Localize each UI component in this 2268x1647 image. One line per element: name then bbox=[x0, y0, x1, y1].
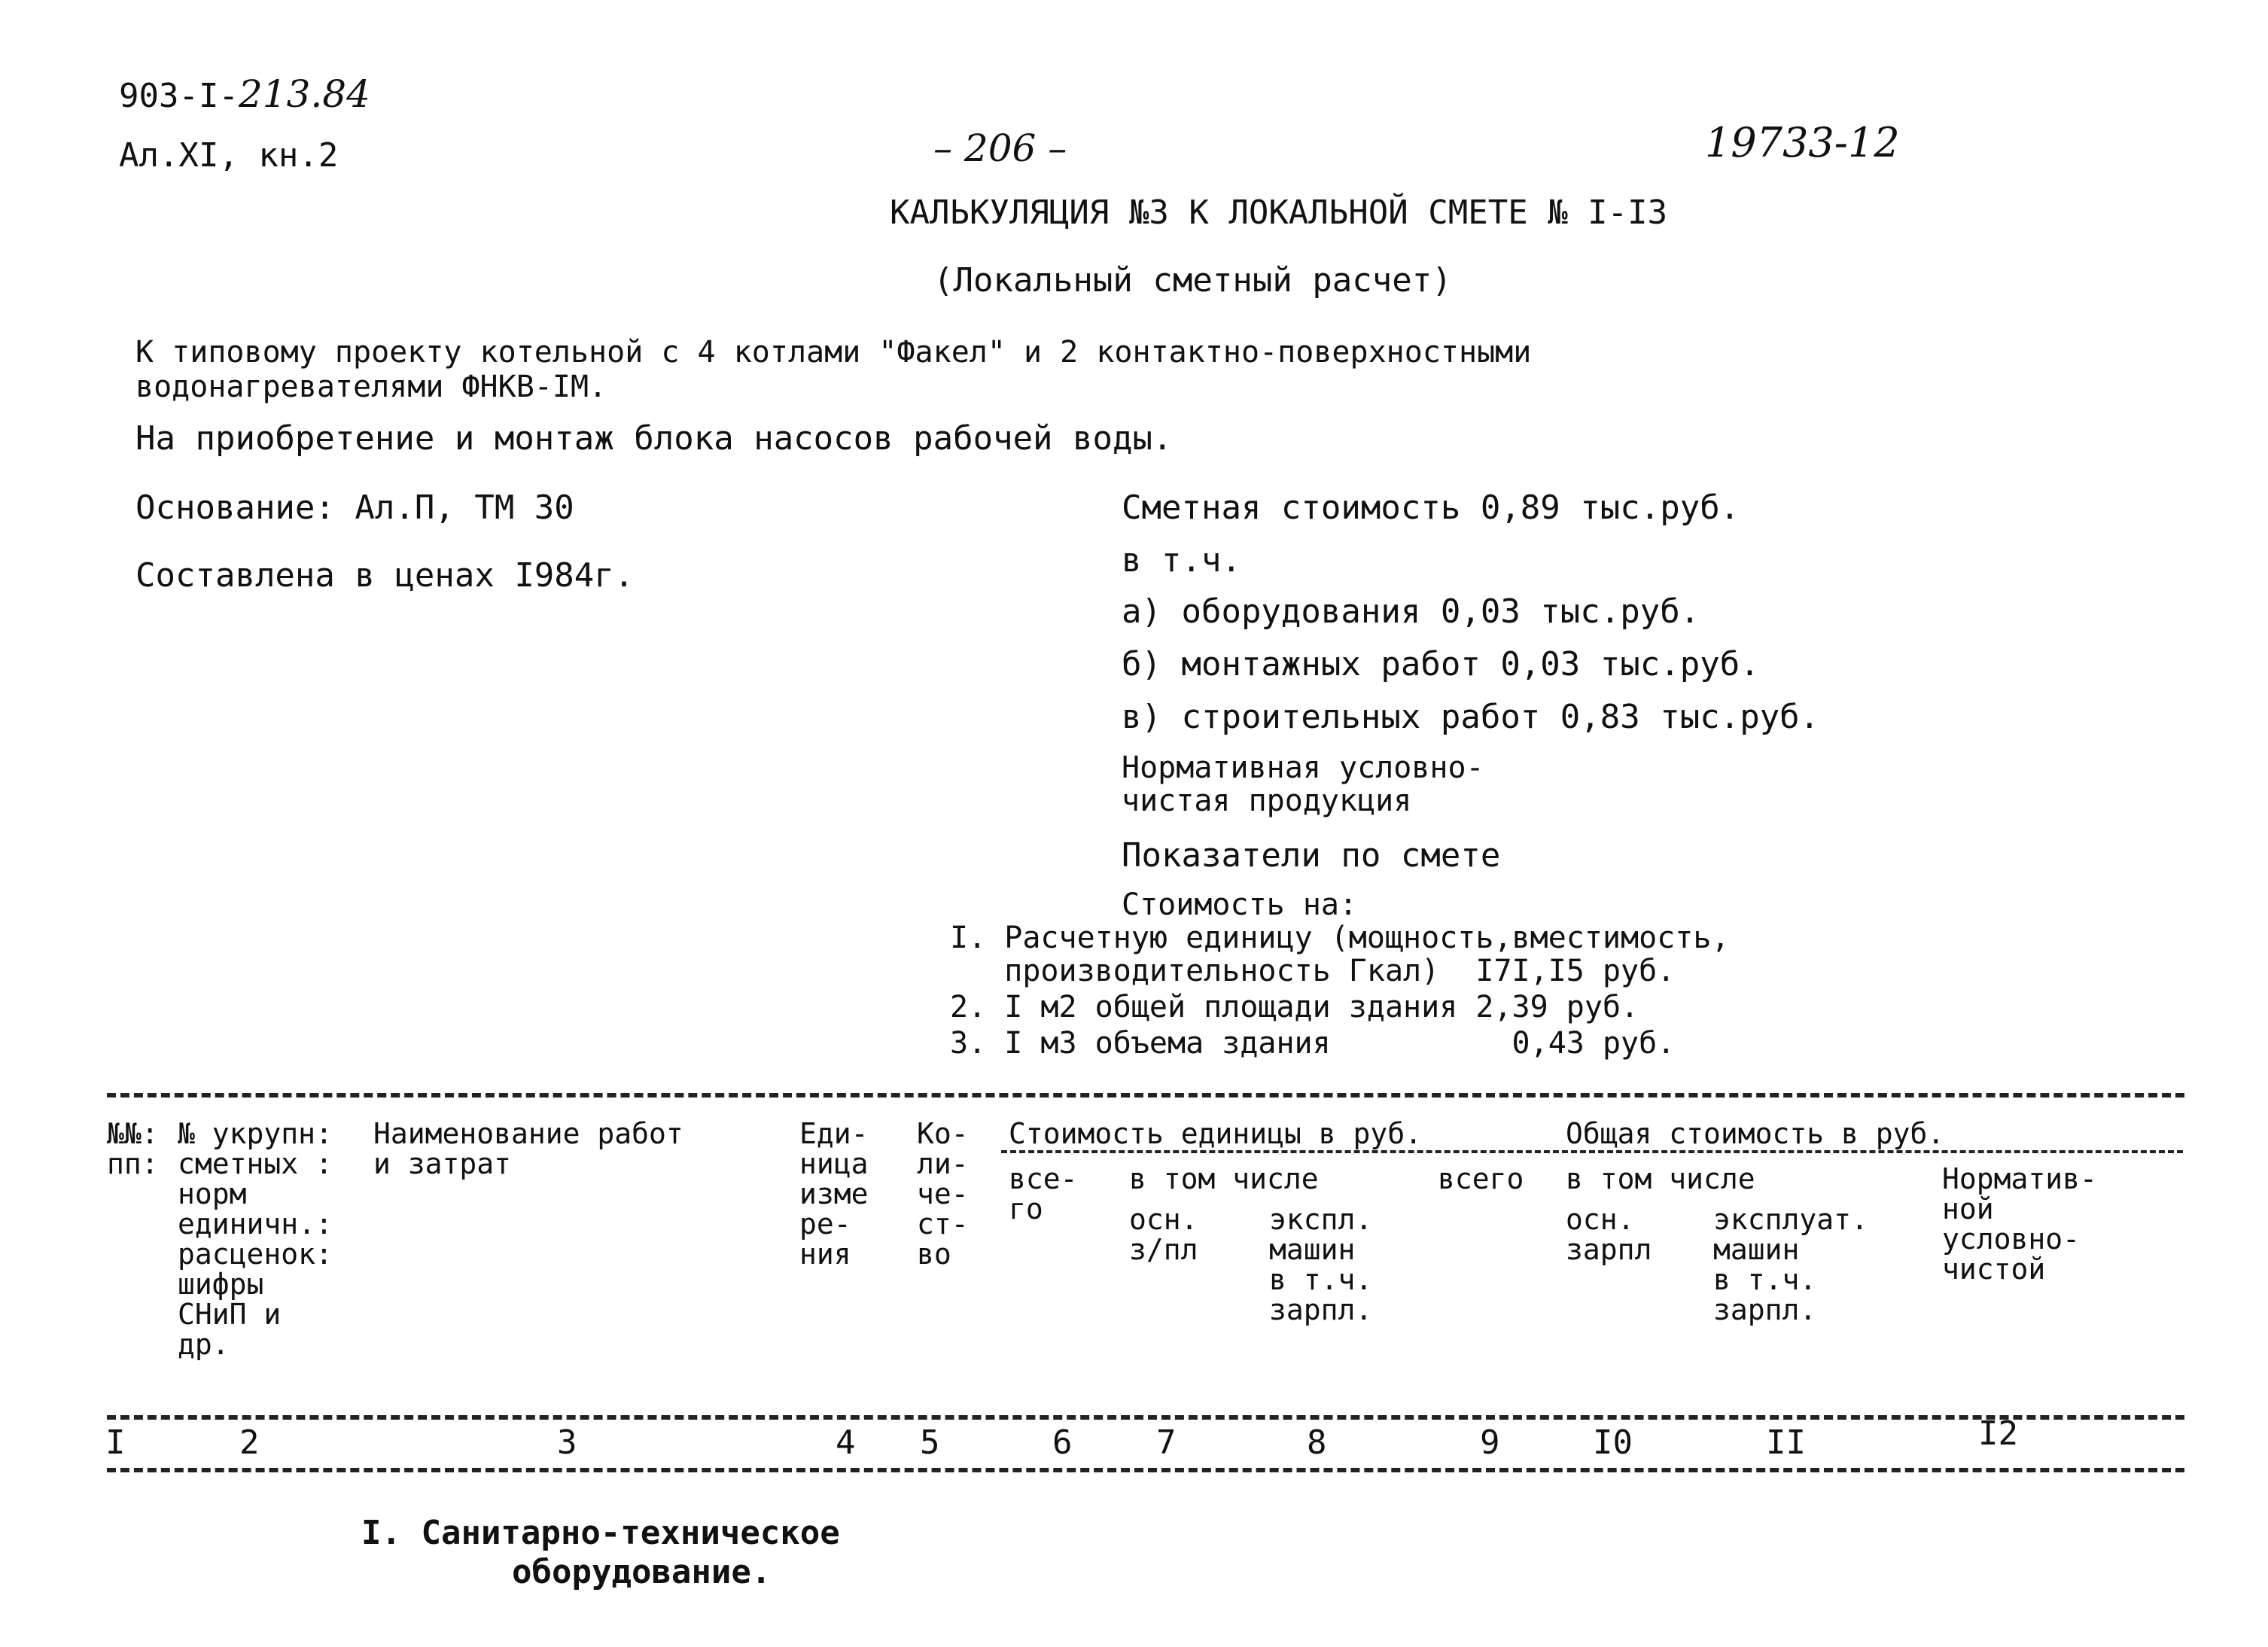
column-number-12: I2 bbox=[1978, 1414, 2018, 1453]
estimated-cost-total: Сметная стоимость 0,89 тыс.руб. bbox=[1122, 489, 1740, 527]
column-number-3: 3 bbox=[557, 1423, 577, 1462]
column-number-10: I0 bbox=[1593, 1423, 1633, 1462]
estimated-cost-including: в т.ч. bbox=[1122, 541, 1241, 580]
table-header-total-cost-group: Общая стоимость в руб. bbox=[1566, 1117, 1945, 1150]
table-header-col3: Наименование работ и затрат bbox=[373, 1117, 683, 1180]
indicator-item-3: 3. I м3 объема здания 0,43 руб. bbox=[950, 1026, 1676, 1061]
cost-equipment: а) оборудования 0,03 тыс.руб. bbox=[1122, 592, 1700, 631]
column-number-8: 8 bbox=[1307, 1423, 1327, 1462]
page-number: – 206 – bbox=[933, 126, 1067, 170]
table-header-col10-11-group: в том числе bbox=[1566, 1162, 1755, 1195]
document-subtitle: (Локальный сметный расчет) bbox=[933, 261, 1452, 300]
document-title: КАЛЬКУЛЯЦИЯ №3 К ЛОКАЛЬНОЙ СМЕТЕ № I-I3 bbox=[890, 193, 1668, 232]
table-header-col11: эксплуат. машин в т.ч. зарпл. bbox=[1713, 1203, 1868, 1326]
normative-output-line1: Нормативная условно- bbox=[1122, 750, 1484, 785]
table-header-col8: экспл. машин в т.ч. зарпл. bbox=[1269, 1203, 1373, 1326]
table-group-rule bbox=[1001, 1150, 2183, 1153]
project-description-line2: водонагревателями ФНКВ-IМ. bbox=[135, 370, 607, 404]
column-number-1: I bbox=[105, 1423, 126, 1462]
column-number-4: 4 bbox=[836, 1423, 856, 1462]
table-header-col1: №№: пп: bbox=[107, 1117, 159, 1180]
normative-output-line2: чистая продукция bbox=[1122, 784, 1412, 818]
table-header-col10: осн. зарпл bbox=[1566, 1203, 1652, 1266]
indicator-item-1-line1: I. Расчетную единицу (мощность,вместимость, bbox=[950, 921, 1730, 955]
table-header-col12: Норматив- ной условно- чистой bbox=[1942, 1162, 2097, 1286]
document-code-prefix: 903-I- bbox=[119, 77, 239, 115]
cost-construction: в) строительных работ 0,83 тыс.руб. bbox=[1122, 698, 1820, 736]
indicator-item-1-line2: производительность Гкал) I7I,I5 руб. bbox=[950, 954, 1676, 988]
column-number-11: II bbox=[1766, 1423, 1806, 1462]
indicator-item-2: 2. I м2 общей площади здания 2,39 руб. bbox=[950, 990, 1639, 1024]
table-header-col7-8-group: в том числе bbox=[1129, 1162, 1319, 1195]
cost-on-heading: Стоимость на: bbox=[1122, 887, 1358, 922]
basis-line: Основание: Ал.П, ТМ 30 bbox=[135, 489, 574, 527]
archive-number: 19733-12 bbox=[1705, 119, 1900, 166]
column-number-6: 6 bbox=[1052, 1423, 1073, 1462]
table-header-col2: № укрупн: сметных : норм единичн.: расценок: шифры СНиП и др. bbox=[178, 1117, 333, 1361]
indicators-heading: Показатели по смете bbox=[1122, 836, 1501, 875]
document-code bbox=[119, 72, 370, 116]
table-top-rule bbox=[107, 1093, 2184, 1097]
album-reference: Ал.XI, кн.2 bbox=[119, 136, 339, 175]
column-number-5: 5 bbox=[920, 1423, 940, 1462]
column-number-2: 2 bbox=[239, 1423, 260, 1462]
table-header-col6: все- го bbox=[1009, 1162, 1078, 1225]
column-number-7: 7 bbox=[1156, 1423, 1177, 1462]
table-header-col4: Еди- ница изме ре- ния bbox=[799, 1117, 869, 1271]
table-header-col7: осн. з/пл bbox=[1129, 1203, 1198, 1266]
cost-installation: б) монтажных работ 0,03 тыс.руб. bbox=[1122, 645, 1760, 683]
table-header-bottom-rule bbox=[107, 1415, 2184, 1420]
column-number-9: 9 bbox=[1480, 1423, 1500, 1462]
document-code-handwritten: 213.84 bbox=[238, 72, 370, 116]
table-numbers-bottom-rule bbox=[107, 1468, 2184, 1472]
table-header-unit-cost-group: Стоимость единицы в руб. bbox=[1009, 1117, 1423, 1150]
project-description-line1: К типовому проекту котельной с 4 котлами "Факел" и 2 контактно-поверхностными bbox=[135, 335, 1532, 370]
table-header-col9: всего bbox=[1438, 1162, 1524, 1195]
section-heading-line2: оборудование. bbox=[512, 1553, 772, 1591]
prices-line: Составлена в ценах I984г. bbox=[135, 556, 635, 595]
table-header-col5: Ко- ли- че- ст- во bbox=[917, 1117, 969, 1271]
section-heading-line1: I. Санитарно-техническое bbox=[361, 1514, 840, 1552]
purpose-line: На приобретение и монтаж блока насосов рабочей воды. bbox=[135, 419, 1173, 458]
